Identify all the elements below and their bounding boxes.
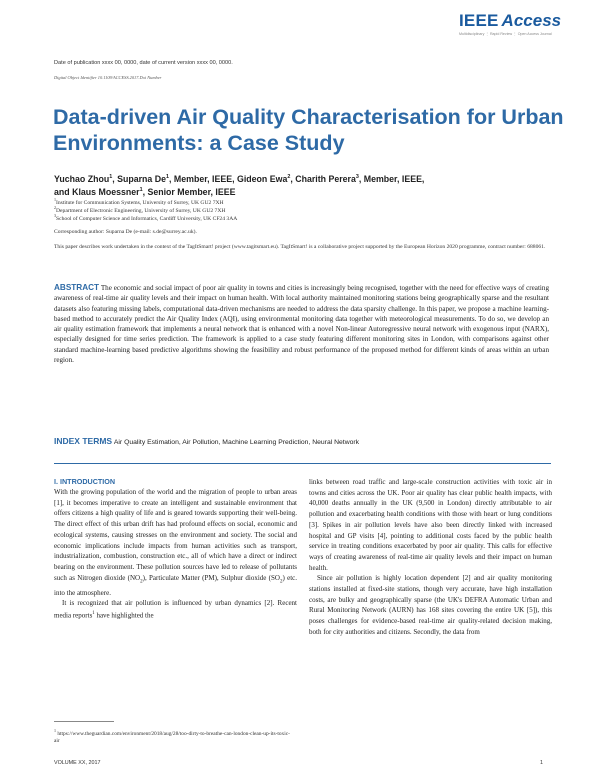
logo-brand: IEEE: [459, 11, 499, 30]
affiliation: $^2$Department of Electronic Engineering, University of Surrey, UK GU2 7XH: [54, 205, 226, 214]
affiliation: $^1$Institute for Communication Systems, University of Surrey, UK GU2 7XH: [54, 197, 224, 206]
publication-date: Date of publication xxxx 00, 0000, date of current version xxxx 00, 0000.: [54, 60, 233, 66]
author-role: Member, IEEE: [173, 173, 233, 184]
author-name: Yuchao Zhou: [54, 173, 110, 184]
footnote-divider: [54, 721, 114, 722]
funding-note: This paper describes work undertaken in the context of the TagItSmart! project (www.tagitsmart.eu). TagItSmart! is a collaborative project supported by the European Horizon 2020 programme, contract number: 688061.: [54, 244, 546, 250]
affiliation: $^3$School of Computer Science and Informatics, Cardiff University, UK CF24 3AA: [54, 213, 238, 222]
column-right: [309, 477, 552, 638]
section-divider: [54, 463, 551, 464]
footnote: $^1$ https://www.theguardian.com/environment/2018/aug/28/too-dirty-to-breathe-can-london-clean-up-its-toxic-air: [54, 728, 290, 745]
index-terms: [54, 436, 549, 448]
logo-tagline: Multidisciplinary ⋮ Rapid Review ⋮ Open Access Journal: [459, 32, 552, 36]
author-name: Klaus Moessner: [72, 187, 140, 198]
footnote-ref[interactable]: 1: [92, 611, 95, 617]
abstract-heading: ABSTRACT: [54, 283, 100, 292]
paragraph: Since air pollution is highly location dependent [2] and air quality monitoring stations installed at fixed-site stations, though very accurate, have high installation costs, are bulky and geographically sparse (the UK's DEFRA Automatic Urban and Rural Monitoring Network (AURN) has 168 sites covering the entire UK [5]), this poses challenges for evidence-based real-time air quality-related decision making, both for city authorities and citizens. Secondly, the data from: [309, 574, 552, 636]
ieee-access-logo: [459, 11, 579, 45]
paper-title: Data-driven Air Quality Characterisation for Urban Environments: a Case Study: [53, 105, 564, 155]
abstract: [54, 283, 549, 365]
author-name: Charith Perera: [295, 173, 356, 184]
footer-volume: VOLUME XX, 2017: [54, 760, 101, 766]
doi: Digital Object Identifier 10.1109/ACCESS.2017.Doi Number: [54, 75, 162, 80]
abstract-text: The economic and social impact of poor air quality in towns and cities is increasingly being recognised, together with the need for effective ways of creating awareness of real-time air quality levels and their impact on human health. With local authority maintained monitoring stations being geographically sparse and the resultant datasets also featuring missing labels, computational data-driven mechanisms are needed to address the data sparsity challenge. In this paper, we propose a machine learning-based method to accurately predict the Air Quality Index (AQI), using environmental monitoring data together with meteorological measurements. To do so, we develop an air quality estimation framework that implements a neural network that is enhanced with a novel Non-linear Autoregressive neural network with exogenous input (NARX), especially designed for time series prediction. The framework is applied to a case study featuring different monitoring sites in London, with comparisons against other standard machine-learning based predictive algorithms showing the feasibility and robust performance of the proposed method for different kinds of areas within an urban region.: [54, 284, 549, 365]
paragraph: It is recognized that air pollution is influenced by urban dynamics [2]. Recent media reports$^1$ have highlighted the: [54, 599, 297, 620]
page-number: 1: [540, 760, 543, 766]
author-role: Member, IEEE,: [363, 173, 425, 184]
index-terms-heading: INDEX TERMS: [54, 436, 113, 446]
index-terms-text: Air Quality Estimation, Air Pollution, Machine Learning Prediction, Neural Network: [113, 439, 360, 446]
column-left: [54, 477, 297, 621]
author-name: Suparna De: [117, 173, 167, 184]
author-name: Gideon Ewa: [236, 173, 288, 184]
author-list: Yuchao Zhou$^1$, Suparna De$^1$, Member, IEEE, Gideon Ewa$^2$, Charith Perera$^3$, Member, IEEE, and Klaus Moessner$^1$, Senior Member, IEEE: [54, 173, 425, 198]
paragraph: links between road traffic and large-scale construction activities with toxic air in towns and cities across the UK. Poor air quality has clear public health impacts, with 40,000 deaths annually in the UK (9,500 in London) directly attributable to air pollution and exacerbating health conditions with those with heart or lung conditions [3]. Spikes in air pollution levels have also been directly linked with increased hospital and GP visits [4], pointing to additional costs faced by the public health service in treating conditions exacerbated by poor air quality. This calls for effective ways of creating awareness of real-time air quality levels and their impact on human health.: [309, 478, 552, 572]
corresponding-author: Corresponding author: Suparna De (e-mail: s.de@surrey.ac.uk).: [54, 229, 197, 235]
section-heading: I. INTRODUCTION: [54, 477, 116, 486]
footnote-link[interactable]: https://www.theguardian.com/environment/2018/aug/28/too-dirty-to-breathe-can-london-clean-up-its-toxic-air: [54, 730, 290, 745]
author-role: Senior Member, IEEE: [147, 187, 236, 198]
paragraph: With the growing population of the world and the migration of people to urban areas [1], it becomes imperative to create an intelligent and sustainable environment that offers citizens a high quality of life and is geared towards supporting their well-being. The direct effect of this urban drift has had profound effects on social, economic and ecological systems, causing stresses on the environment and society. The social and economic implications include impacts from human activities such as transport, industrialization, combustion, construction etc., all of which have a direct or indirect bearing on the environment. These pollution sources have led to release of pollutants such as Nitrogen dioxide $(NO_2)$, Particulate Matter (PM), Sulphur dioxide $(SO_2)$ etc. into the atmosphere.: [54, 488, 297, 597]
logo-product: Access: [501, 11, 562, 30]
logo-wordmark: [459, 11, 579, 31]
